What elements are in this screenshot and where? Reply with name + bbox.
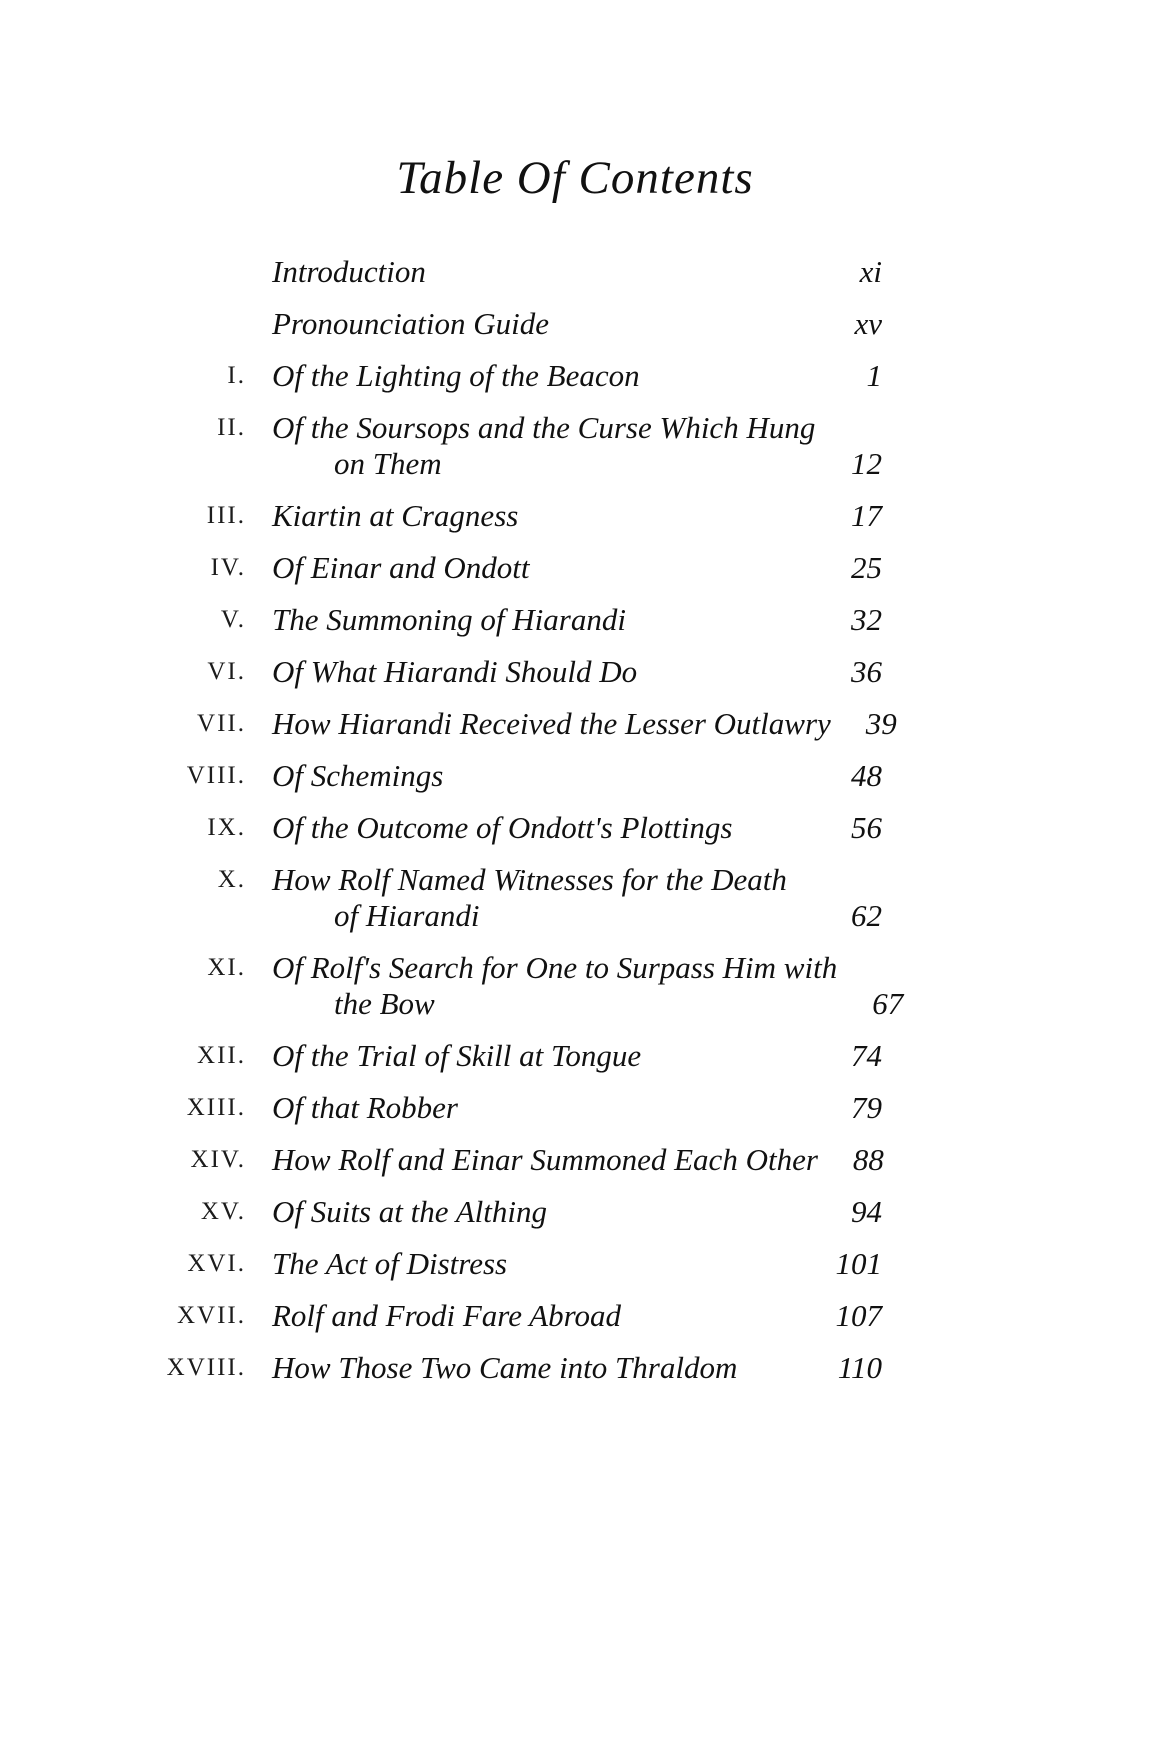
chapter-title (272, 862, 816, 934)
page-number: 67 (872, 986, 904, 1021)
chapter-title (272, 254, 816, 290)
chapter-numeral: IX. (207, 814, 246, 841)
chapter-numeral: I. (227, 362, 246, 389)
toc-entry (120, 306, 882, 342)
toc-entry (120, 1194, 882, 1230)
chapter-title-line1: Of that Robber (272, 1090, 458, 1125)
toc-entry (120, 1090, 882, 1126)
chapter-title-line1: Introduction (272, 254, 426, 289)
page-number: 94 (851, 1194, 882, 1229)
page-number: 25 (851, 550, 882, 585)
chapter-numeral: XV. (200, 1198, 246, 1225)
toc-entry (120, 1246, 882, 1282)
chapter-title (272, 810, 816, 846)
toc-entry (120, 498, 882, 534)
page-number: 32 (851, 602, 882, 637)
chapter-title (272, 410, 816, 482)
chapter-title-line2: the Bow (334, 986, 435, 1021)
page-number: 110 (837, 1350, 882, 1385)
toc-entry (120, 358, 882, 394)
chapter-numeral: XVI. (187, 1250, 246, 1277)
chapter-title-line1: Of Rolf's Search for One to Surpass Him with (272, 950, 838, 985)
page-number: 12 (851, 446, 882, 481)
chapter-numeral: XVII. (176, 1302, 246, 1329)
chapter-title-line1: How Rolf Named Witnesses for the Death (272, 862, 787, 897)
page-number: 62 (851, 898, 882, 933)
page-number: 36 (851, 654, 882, 689)
chapter-numeral: VII. (197, 710, 246, 737)
chapter-numeral: XVIII. (166, 1354, 246, 1381)
toc-list (120, 254, 904, 1386)
chapter-numeral: II. (217, 414, 246, 441)
chapter-title-line1: Of the Trial of Skill at Tongue (272, 1038, 642, 1073)
page-title: Table Of Contents (396, 152, 754, 204)
chapter-title-line1: Of the Outcome of Ondott's Plottings (272, 810, 733, 845)
chapter-title-line1: Of Schemings (272, 758, 444, 793)
page-number: 56 (851, 810, 882, 845)
page-number: 39 (865, 706, 897, 741)
chapter-title-line1: Kiartin at Cragness (272, 498, 519, 533)
chapter-title-line2: of Hiarandi (334, 898, 480, 933)
page-number: 107 (835, 1298, 882, 1333)
chapter-numeral: X. (217, 866, 246, 893)
chapter-title (272, 498, 816, 534)
chapter-numeral: VI. (207, 658, 246, 685)
chapter-numeral: XIII. (186, 1094, 246, 1121)
toc-entry (120, 550, 882, 586)
toc-entry (120, 1350, 882, 1386)
chapter-title-line1: Rolf and Frodi Fare Abroad (272, 1298, 622, 1333)
chapter-title (272, 1090, 816, 1126)
page-number: 48 (851, 758, 882, 793)
chapter-title (272, 706, 831, 742)
chapter-numeral: XIV. (190, 1146, 246, 1173)
toc-entry (120, 1038, 882, 1074)
toc-entry (120, 950, 904, 1022)
chapter-numeral: III. (206, 502, 246, 529)
chapter-title (272, 1038, 816, 1074)
toc-entry (120, 862, 882, 934)
chapter-title-line1: Of What Hiarandi Should Do (272, 654, 638, 689)
chapter-title-line1: Of Einar and Ondott (272, 550, 530, 585)
toc-entry (120, 758, 882, 794)
page-number: 88 (852, 1142, 884, 1177)
chapter-title-line2: on Them (334, 446, 442, 481)
chapter-title-line1: The Act of Distress (272, 1246, 508, 1281)
chapter-title-line1: How Hiarandi Received the Lesser Outlawry (272, 706, 831, 741)
chapter-title (272, 1298, 816, 1334)
page-number: 79 (851, 1090, 882, 1125)
page-number: 1 (866, 358, 882, 393)
chapter-title-line1: Pronounciation Guide (272, 306, 549, 341)
page-number: 74 (851, 1038, 882, 1073)
chapter-title-line1: How Those Two Came into Thraldom (272, 1350, 738, 1385)
chapter-numeral: V. (220, 606, 246, 633)
chapter-title-line1: Of the Lighting of the Beacon (272, 358, 640, 393)
toc-entry (120, 1142, 882, 1178)
chapter-numeral: XI. (207, 954, 246, 981)
toc-entry (120, 810, 882, 846)
chapter-title-line1: The Summoning of Hiarandi (272, 602, 626, 637)
chapter-numeral: XII. (197, 1042, 246, 1069)
chapter-title (272, 950, 837, 1022)
toc-entry (120, 602, 882, 638)
chapter-title (272, 1350, 816, 1386)
page-number: 17 (851, 498, 882, 533)
chapter-title (272, 550, 816, 586)
page-number: xi (859, 254, 882, 289)
toc-entry (120, 706, 897, 742)
toc-entry (120, 654, 882, 690)
chapter-title (272, 654, 816, 690)
chapter-title (272, 758, 816, 794)
toc-entry (120, 410, 882, 482)
chapter-title (272, 602, 816, 638)
chapter-title (272, 1142, 818, 1178)
chapter-title (272, 1194, 816, 1230)
chapter-title (272, 358, 816, 394)
toc-entry (120, 254, 882, 290)
chapter-title-line1: Of the Soursops and the Curse Which Hung (272, 410, 816, 445)
chapter-title (272, 1246, 816, 1282)
chapter-numeral: VIII. (186, 762, 246, 789)
page-number: 101 (835, 1246, 882, 1281)
chapter-title (272, 306, 816, 342)
chapter-title-line1: Of Suits at the Althing (272, 1194, 547, 1229)
page-number: xv (854, 306, 882, 341)
chapter-numeral: IV. (210, 554, 246, 581)
toc-entry (120, 1298, 882, 1334)
chapter-title-line1: How Rolf and Einar Summoned Each Other (272, 1142, 818, 1177)
